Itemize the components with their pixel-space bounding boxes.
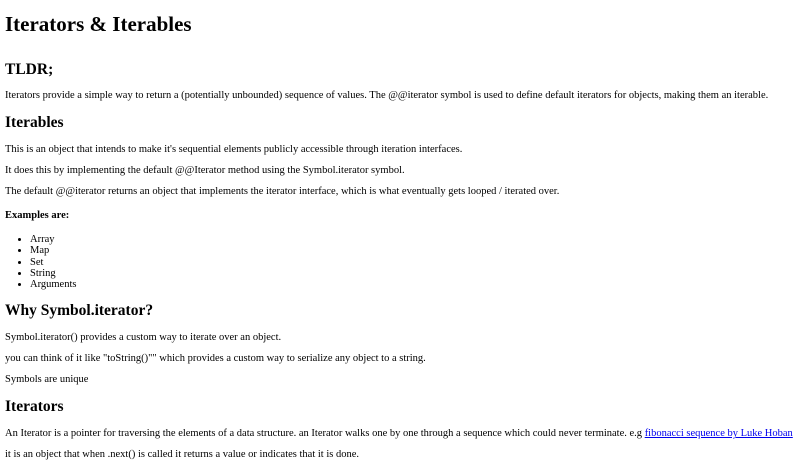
paragraph-iterators-2: it is an object that when .next() is called it returns a value or indicates that it is done. (5, 449, 359, 461)
paragraph-why-2: you can think of it like "toString()"" which provides a custom way to serialize any object to a string. (5, 353, 426, 365)
list-item: • Map (30, 245, 795, 256)
heading-tldr: TLDR; (5, 61, 54, 78)
page-title: Iterators & Iterables (5, 12, 192, 36)
list-item: • Arguments (30, 279, 795, 290)
examples-list (5, 234, 795, 290)
paragraph-iterables-3: The default @@iterator returns an object that implements the iterator interface, which is what eventually gets looped / iterated over. (5, 186, 560, 197)
paragraph-why-1: Symbol.iterator() provides a custom way to iterate over an object. (5, 332, 282, 344)
heading-iterables: Iterables (5, 114, 64, 131)
list-item: • Array (30, 234, 795, 245)
paragraph-iterators-1-text: An Iterator is a pointer for traversing the elements of a data structure. an Iterator walks one by one through a sequence which could never terminate. e.g (5, 428, 645, 440)
paragraph-tldr: Iterators provide a simple way to return a (potentially unbounded) sequence of values. The @@iterator symbol is used to define default iterators for objects, making them an iterable. (5, 90, 769, 101)
list-item: • String (30, 268, 795, 279)
paragraph-iterables-1: This is an object that intends to make it's sequential elements publicly accessible through iteration interfaces. (5, 144, 463, 155)
heading-iterators: Iterators (5, 398, 64, 416)
paragraph-iterables-2: It does this by implementing the default @@Iterator method using the Symbol.iterator symbol. (5, 165, 405, 176)
paragraph-why-3: Symbols are unique (5, 374, 89, 386)
heading-examples: Examples are: (5, 210, 70, 221)
paragraph-iterators-1 (5, 428, 795, 440)
heading-why-symbol-iterator: Why Symbol.iterator? (5, 302, 154, 320)
list-item: • Set (30, 257, 795, 268)
fibonacci-link[interactable]: fibonacci sequence by Luke Hoban (644, 428, 793, 440)
